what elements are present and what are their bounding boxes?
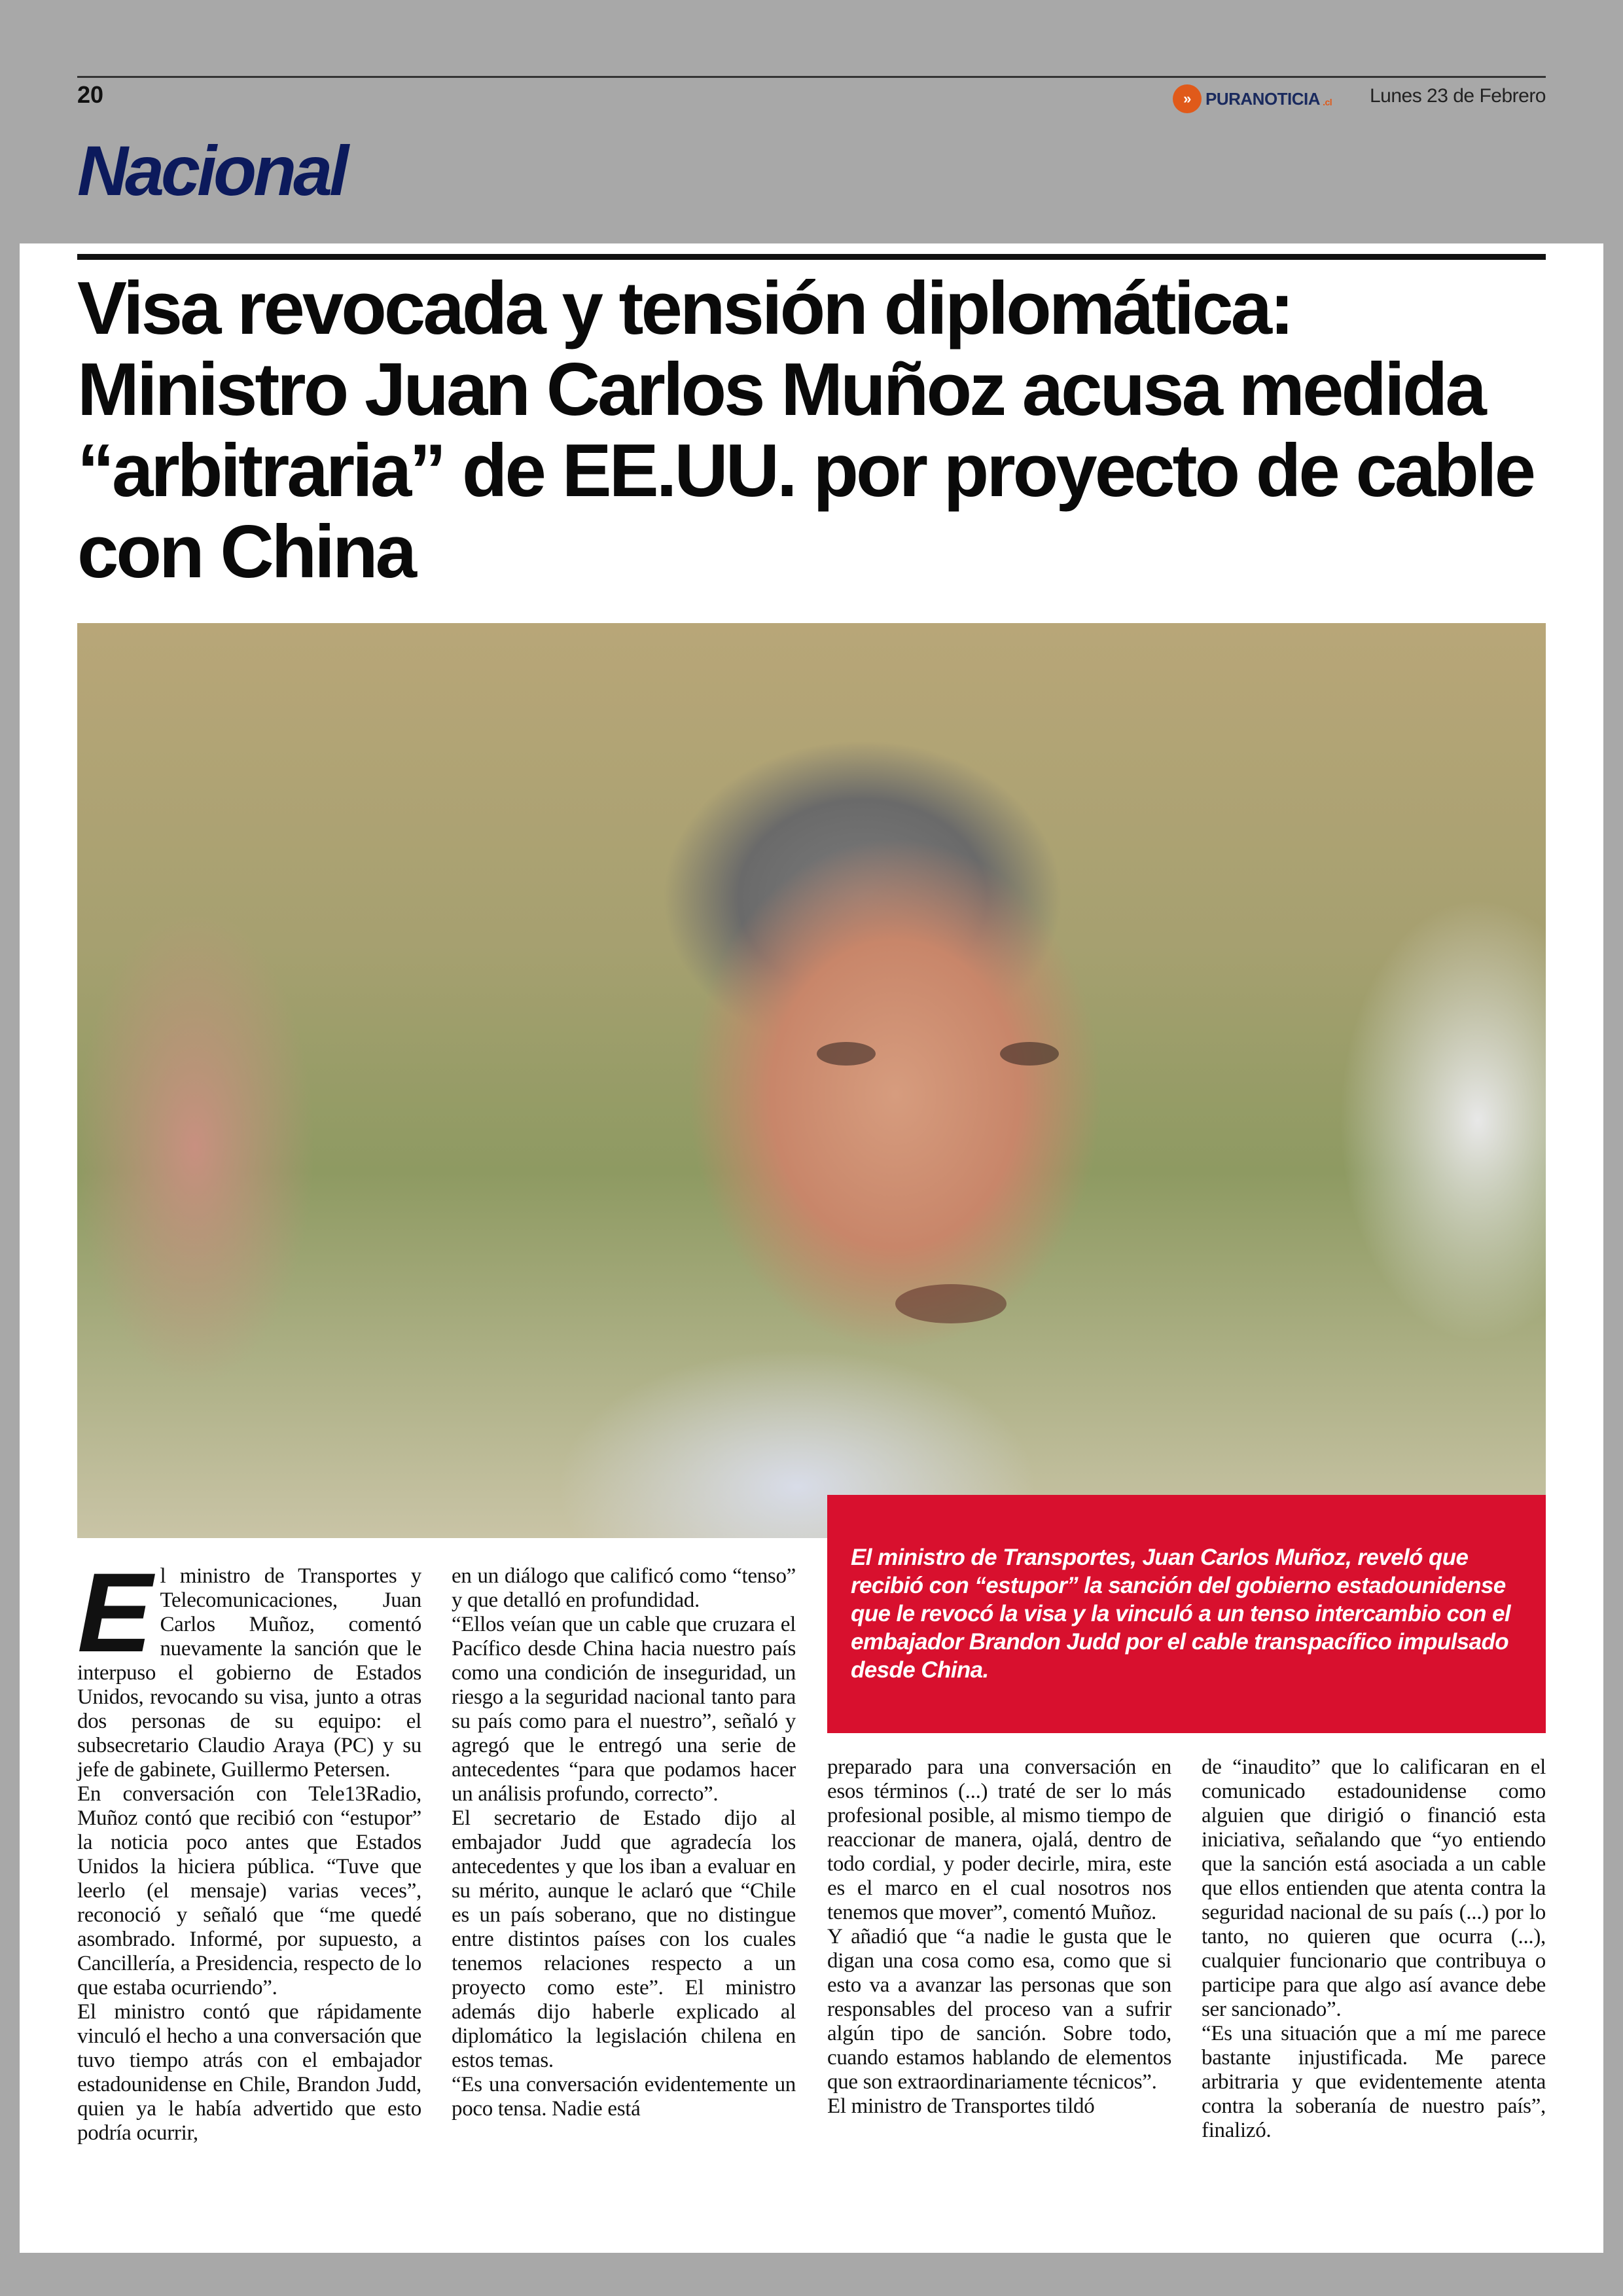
photo-detail-mouth bbox=[895, 1284, 1007, 1323]
paragraph: de “inaudito” que lo calificaran en el comunicado estadounidense como alguien que dirigió o financió esta iniciativa, señalando que “yo entiendo que la sanción está asociada a un cable que ellos entienden que atenta contra la seguridad nacional de su país (...) por lo tanto, no quieren que ocurra (...), cualquier funcionario que contribuya o participe para que algo así avance debe ser sancionado”. bbox=[1202, 1755, 1546, 2021]
paragraph: El ministro contó que rápidamente vinculó el hecho a una conversación que tuvo tiempo atrás con el embajador estadounidense en Chile, Brandon Judd, quien ya le había advertido que esto podría ocurrir, bbox=[77, 2000, 421, 2145]
page-header bbox=[0, 0, 1623, 243]
photo-detail-eye bbox=[817, 1042, 876, 1066]
minister-photo bbox=[77, 623, 1546, 1538]
article-column-1 bbox=[77, 1550, 421, 2145]
brand-name: PURANOTICIA bbox=[1205, 88, 1321, 109]
headline: Visa revocada y tensión diplomática: Ministro Juan Carlos Muñoz acusa medida “arbitraria” de EE.UU. por proyecto de cable con China bbox=[77, 267, 1534, 594]
brand-tld: .cl bbox=[1323, 97, 1332, 107]
photo-detail-eye bbox=[1000, 1042, 1059, 1066]
paragraph: “Ellos veían que un cable que cruzara el Pacífico desde China hacia nuestro país como una condición de inseguridad, un riesgo a la seguridad nacional tanto para su país como para el nuestro”, señaló y agregó que le entregó una serie de antecedentes “para que podamos hacer un análisis profundo, correcto”. bbox=[452, 1613, 796, 1806]
paragraph: Y añadió que “a nadie le gusta que le digan una cosa como esa, como que si esto va a avanzar las personas que son responsables del proceso van a sufrir algún tipo de sanción. Sobre todo, cuando estamos hablando de elementos que son extraordinariamente técnicos”. bbox=[827, 1925, 1171, 2094]
article-column-3 bbox=[827, 1755, 1171, 2119]
paragraph: en un diálogo que calificó como “tenso” y que detalló en profundidad. bbox=[452, 1564, 796, 1612]
paragraph: l ministro de Transportes y Telecomunicaciones, Juan Carlos Muñoz, comentó nuevamente la sanción que le interpuso el gobierno de Estados Unidos, revocando su visa, junto a otras dos personas de su equipo: el subsecretario Claudio Araya (PC) y su jefe de gabinete, Guillermo Petersen. bbox=[77, 1564, 421, 1782]
paragraph: “Es una conversación evidentemente un poco tensa. Nadie está bbox=[452, 2073, 796, 2121]
header-rule bbox=[77, 76, 1546, 78]
brand-logo bbox=[1173, 84, 1332, 114]
drop-cap: E bbox=[77, 1550, 152, 1676]
headline-rule bbox=[77, 254, 1546, 260]
paragraph: El ministro de Transportes tildó bbox=[827, 2094, 1095, 2118]
paragraph: preparado para una conversación en esos términos (...) traté de ser lo más profesional posible, al mismo tiempo de reaccionar de manera, ojalá, dentro de todo cordial, y poder decirle, mira, este es el marco en el cual nosotros nos tenemos que mover”, comentó Muñoz. bbox=[827, 1755, 1171, 1924]
paragraph: El secretario de Estado dijo al embajador Judd que agradecía los antecedentes y que los iban a evaluar en su mérito, aunque le aclaró que “Chile es un país soberano, que no distingue entre distintos países con los cuales tenemos relaciones respecto a un proyecto como este”. El ministro además dijo haberle explicado al diplomático la legislación chilena en estos temas. bbox=[452, 1806, 796, 2072]
paragraph: En conversación con Tele13Radio, Muñoz contó que recibió con “estupor” la noticia poco antes que Estados Unidos la hiciera pública. “Tuve que leerlo (el mensaje) varias veces”, reconoció y señaló que “me quedé asombrado. Informé, por supuesto, a Cancillería, a Presidencia, respecto de lo que estaba ocurriendo”. bbox=[77, 1782, 421, 2000]
article-column-2 bbox=[452, 1564, 796, 2121]
page-number: 20 bbox=[77, 81, 104, 108]
article-column-4 bbox=[1202, 1755, 1546, 2143]
issue-date: Lunes 23 de Febrero bbox=[1369, 85, 1546, 107]
photo-caption: El ministro de Transportes, Juan Carlos Muñoz, reveló que recibió con “estupor” la sanción del gobierno estadounidense que le revocó la visa y la vinculó a un tenso intercambio con el embajador Brandon Judd por el cable transpacífico impulsado desde China. bbox=[827, 1495, 1546, 1733]
brand-chevron-icon: » bbox=[1173, 84, 1202, 113]
paragraph: “Es una situación que a mí me parece bastante injustificada. Me parece arbitraria y que evidentemente atenta contra la soberanía de nuestro país”, finalizó. bbox=[1202, 2022, 1546, 2142]
section-title: Nacional bbox=[77, 131, 346, 210]
